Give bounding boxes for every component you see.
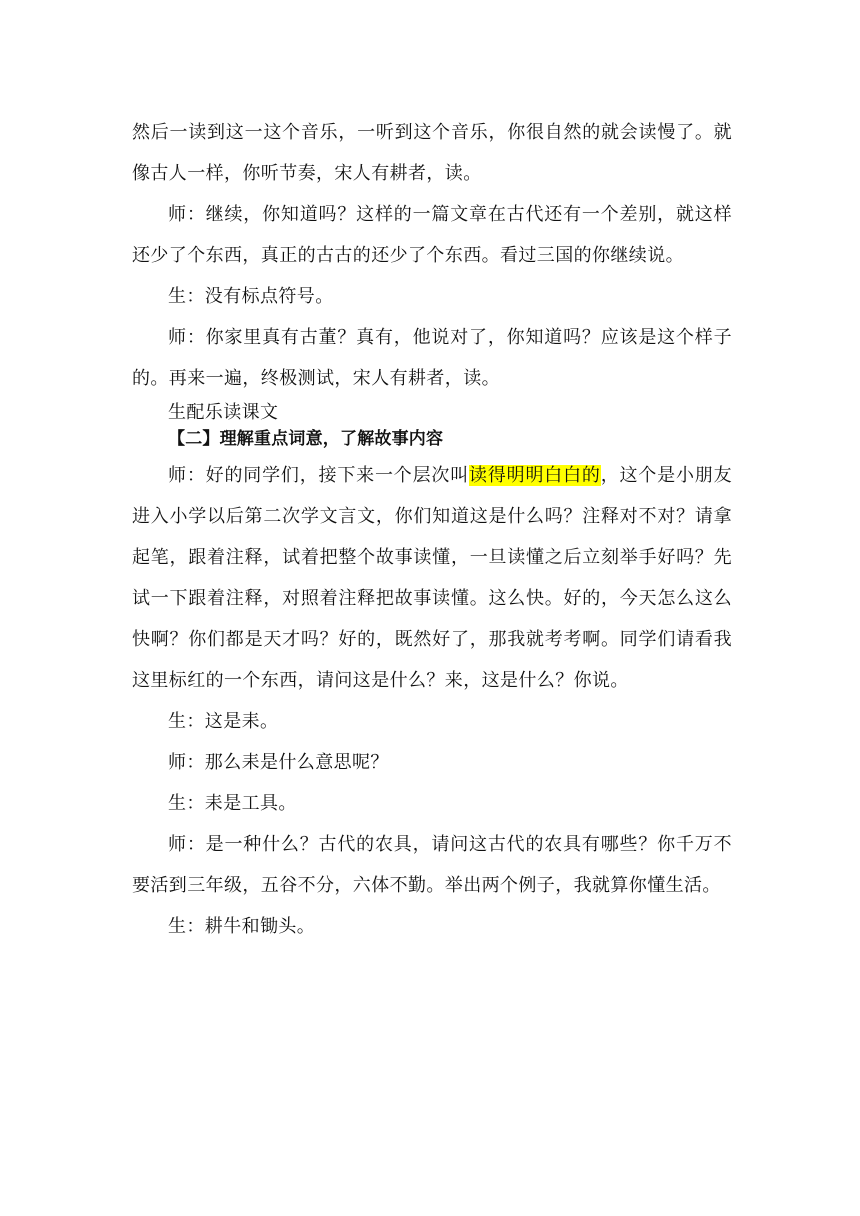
highlighted-phrase: 读得明明白白的 [469, 465, 601, 486]
section-heading: 【二】理解重点词意，了解故事内容 [168, 429, 444, 449]
paragraph-10: 生：耕牛和锄头。 [168, 916, 316, 937]
paragraph-7: 师：那么耒是什么意思呢？ [168, 752, 389, 773]
paragraph-highlight-before: 师：好的同学们，接下来一个层次叫 [168, 465, 470, 486]
paragraph-2: 师：继续，你知道吗？这样的一篇文章在古代还有一个差别，就这样还少了个东西，真正的古古的还少了个东西。看过三国的你继续说。 [132, 204, 732, 266]
document-page [132, 112, 732, 947]
paragraph-highlight [132, 455, 732, 701]
paragraph-8: 生：耒是工具。 [168, 793, 297, 814]
paragraph-6: 生：这是耒。 [168, 711, 279, 732]
paragraph-highlight-after: ，这个是小朋友进入小学以后第二次学文言文，你们知道这是什么吗？注释对不对？请拿起笔，跟着注释，试着把整个故事读懂，一旦读懂之后立刻举手好吗？先试一下跟着注释，对照着注释把故事读懂。这么快。好的，今天怎么这么快啊？你们都是天才吗？好的，既然好了，那我就考考啊。同学们请看我这里标红的一个东西，请问这是什么？来，这是什么？你说。 [132, 465, 732, 691]
paragraph-3: 生：没有标点符号。 [168, 286, 334, 307]
paragraph-9: 师：是一种什么？古代的农具，请问这古代的农具有哪些？你千万不要活到三年级，五谷不分，六体不勤。举出两个例子，我就算你懂生活。 [132, 834, 732, 896]
paragraph-4: 师：你家里真有古董？真有，他说对了，你知道吗？应该是这个样子的。再来一遍，终极测试，宋人有耕者，读。 [132, 327, 732, 389]
paragraph-1: 然后一读到这一这个音乐，一听到这个音乐，你很自然的就会读慢了。就像古人一样，你听节奏，宋人有耕者，读。 [132, 122, 732, 184]
paragraph-5: 生配乐读课文 [168, 402, 279, 423]
